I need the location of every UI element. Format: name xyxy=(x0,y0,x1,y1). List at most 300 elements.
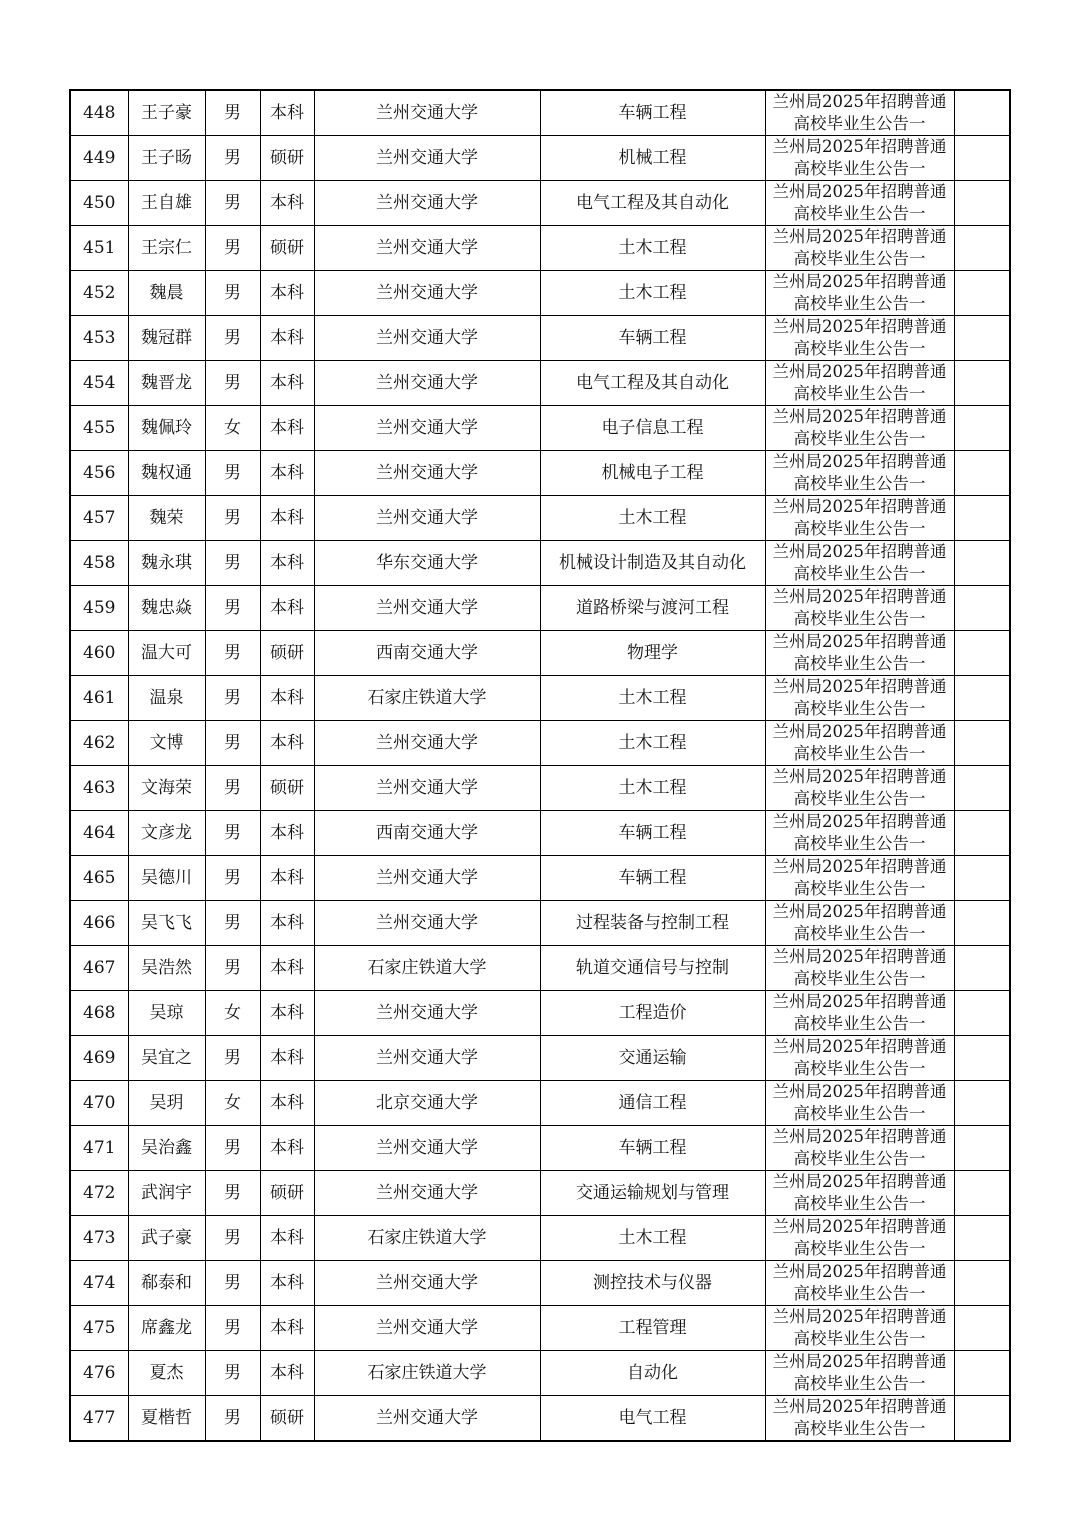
note-line-2: 高校毕业生公告一 xyxy=(793,204,926,223)
cell-name: 席鑫龙 xyxy=(128,1306,205,1351)
cell-degree: 硕研 xyxy=(260,1171,314,1216)
cell-note xyxy=(765,1306,954,1351)
cell-name: 吴琼 xyxy=(128,991,205,1036)
cell-gender: 男 xyxy=(205,631,260,676)
cell-school: 兰州交通大学 xyxy=(314,136,540,181)
cell-degree: 本科 xyxy=(260,1036,314,1081)
cell-school: 兰州交通大学 xyxy=(314,451,540,496)
cell-note xyxy=(765,1261,954,1306)
cell-extra xyxy=(954,90,1010,136)
cell-serial-number: 467 xyxy=(70,946,128,991)
cell-serial-number: 449 xyxy=(70,136,128,181)
note-line-2: 高校毕业生公告一 xyxy=(793,654,926,673)
cell-serial-number: 448 xyxy=(70,90,128,136)
note-line-1: 兰州局2025年招聘普通 xyxy=(772,857,947,876)
note-line-1: 兰州局2025年招聘普通 xyxy=(772,92,947,111)
table-row xyxy=(70,631,1010,676)
note-line-1: 兰州局2025年招聘普通 xyxy=(772,722,947,741)
cell-name: 温泉 xyxy=(128,676,205,721)
cell-gender: 男 xyxy=(205,541,260,586)
cell-note xyxy=(765,496,954,541)
table-row xyxy=(70,181,1010,226)
cell-name: 温大可 xyxy=(128,631,205,676)
cell-serial-number: 451 xyxy=(70,226,128,271)
note-line-1: 兰州局2025年招聘普通 xyxy=(772,677,947,696)
cell-extra xyxy=(954,1396,1010,1442)
cell-major: 土木工程 xyxy=(540,676,765,721)
table-row xyxy=(70,361,1010,406)
cell-gender: 男 xyxy=(205,226,260,271)
cell-school: 兰州交通大学 xyxy=(314,901,540,946)
cell-extra xyxy=(954,586,1010,631)
cell-school: 兰州交通大学 xyxy=(314,226,540,271)
cell-serial-number: 477 xyxy=(70,1396,128,1442)
cell-extra xyxy=(954,1351,1010,1396)
cell-serial-number: 463 xyxy=(70,766,128,811)
cell-name: 吴玥 xyxy=(128,1081,205,1126)
cell-note xyxy=(765,181,954,226)
note-line-1: 兰州局2025年招聘普通 xyxy=(772,1397,947,1416)
cell-gender: 男 xyxy=(205,316,260,361)
table-row xyxy=(70,1081,1010,1126)
cell-note xyxy=(765,676,954,721)
cell-school: 兰州交通大学 xyxy=(314,271,540,316)
cell-gender: 男 xyxy=(205,1306,260,1351)
note-line-2: 高校毕业生公告一 xyxy=(793,789,926,808)
cell-gender: 男 xyxy=(205,181,260,226)
cell-extra xyxy=(954,1171,1010,1216)
cell-gender: 男 xyxy=(205,1171,260,1216)
note-line-1: 兰州局2025年招聘普通 xyxy=(772,812,947,831)
cell-gender: 男 xyxy=(205,901,260,946)
cell-major: 土木工程 xyxy=(540,271,765,316)
cell-note xyxy=(765,1081,954,1126)
note-line-2: 高校毕业生公告一 xyxy=(793,1374,926,1393)
note-line-2: 高校毕业生公告一 xyxy=(793,969,926,988)
table-row xyxy=(70,90,1010,136)
cell-degree: 本科 xyxy=(260,271,314,316)
cell-degree: 本科 xyxy=(260,1306,314,1351)
cell-note xyxy=(765,1171,954,1216)
cell-major: 交通运输规划与管理 xyxy=(540,1171,765,1216)
cell-school: 兰州交通大学 xyxy=(314,721,540,766)
cell-name: 王子旸 xyxy=(128,136,205,181)
note-line-1: 兰州局2025年招聘普通 xyxy=(772,1307,947,1326)
cell-gender: 女 xyxy=(205,406,260,451)
note-line-2: 高校毕业生公告一 xyxy=(793,294,926,313)
cell-note xyxy=(765,271,954,316)
table-row xyxy=(70,721,1010,766)
cell-degree: 本科 xyxy=(260,946,314,991)
table-row xyxy=(70,1351,1010,1396)
table-row xyxy=(70,676,1010,721)
cell-school: 石家庄铁道大学 xyxy=(314,946,540,991)
note-line-1: 兰州局2025年招聘普通 xyxy=(772,587,947,606)
cell-extra xyxy=(954,496,1010,541)
cell-gender: 男 xyxy=(205,136,260,181)
note-line-1: 兰州局2025年招聘普通 xyxy=(772,902,947,921)
cell-school: 兰州交通大学 xyxy=(314,1261,540,1306)
note-line-1: 兰州局2025年招聘普通 xyxy=(772,452,947,471)
cell-gender: 男 xyxy=(205,90,260,136)
note-line-1: 兰州局2025年招聘普通 xyxy=(772,542,947,561)
table-row xyxy=(70,496,1010,541)
note-line-2: 高校毕业生公告一 xyxy=(793,1059,926,1078)
roster-table xyxy=(69,89,1011,1442)
cell-serial-number: 453 xyxy=(70,316,128,361)
cell-major: 土木工程 xyxy=(540,1216,765,1261)
note-line-1: 兰州局2025年招聘普通 xyxy=(772,1352,947,1371)
cell-note xyxy=(765,1216,954,1261)
cell-extra xyxy=(954,271,1010,316)
note-line-2: 高校毕业生公告一 xyxy=(793,1149,926,1168)
cell-name: 夏杰 xyxy=(128,1351,205,1396)
cell-note xyxy=(765,811,954,856)
cell-degree: 本科 xyxy=(260,811,314,856)
note-line-1: 兰州局2025年招聘普通 xyxy=(772,1262,947,1281)
table-row xyxy=(70,946,1010,991)
cell-note xyxy=(765,90,954,136)
note-line-2: 高校毕业生公告一 xyxy=(793,744,926,763)
cell-gender: 男 xyxy=(205,451,260,496)
cell-degree: 本科 xyxy=(260,1351,314,1396)
cell-note xyxy=(765,1126,954,1171)
table-row xyxy=(70,406,1010,451)
cell-gender: 女 xyxy=(205,991,260,1036)
cell-gender: 男 xyxy=(205,676,260,721)
cell-school: 兰州交通大学 xyxy=(314,1126,540,1171)
note-line-2: 高校毕业生公告一 xyxy=(793,609,926,628)
cell-major: 土木工程 xyxy=(540,721,765,766)
cell-name: 郗泰和 xyxy=(128,1261,205,1306)
cell-extra xyxy=(954,631,1010,676)
cell-serial-number: 456 xyxy=(70,451,128,496)
cell-school: 兰州交通大学 xyxy=(314,1036,540,1081)
note-line-1: 兰州局2025年招聘普通 xyxy=(772,767,947,786)
cell-note xyxy=(765,856,954,901)
cell-serial-number: 459 xyxy=(70,586,128,631)
cell-major: 测控技术与仪器 xyxy=(540,1261,765,1306)
cell-degree: 本科 xyxy=(260,181,314,226)
cell-name: 魏晨 xyxy=(128,271,205,316)
cell-serial-number: 455 xyxy=(70,406,128,451)
note-line-1: 兰州局2025年招聘普通 xyxy=(772,1217,947,1236)
table-row xyxy=(70,1036,1010,1081)
cell-degree: 本科 xyxy=(260,1126,314,1171)
cell-extra xyxy=(954,946,1010,991)
cell-serial-number: 472 xyxy=(70,1171,128,1216)
cell-school: 兰州交通大学 xyxy=(314,406,540,451)
cell-extra xyxy=(954,1081,1010,1126)
cell-degree: 硕研 xyxy=(260,766,314,811)
cell-degree: 本科 xyxy=(260,90,314,136)
cell-extra xyxy=(954,901,1010,946)
cell-major: 轨道交通信号与控制 xyxy=(540,946,765,991)
cell-extra xyxy=(954,856,1010,901)
cell-note xyxy=(765,316,954,361)
note-line-2: 高校毕业生公告一 xyxy=(793,429,926,448)
cell-name: 武润宇 xyxy=(128,1171,205,1216)
cell-school: 兰州交通大学 xyxy=(314,856,540,901)
note-line-2: 高校毕业生公告一 xyxy=(793,384,926,403)
cell-major: 车辆工程 xyxy=(540,90,765,136)
cell-gender: 男 xyxy=(205,1036,260,1081)
cell-school: 兰州交通大学 xyxy=(314,496,540,541)
table-row xyxy=(70,271,1010,316)
table-row xyxy=(70,541,1010,586)
cell-school: 兰州交通大学 xyxy=(314,181,540,226)
cell-gender: 男 xyxy=(205,856,260,901)
cell-school: 兰州交通大学 xyxy=(314,361,540,406)
note-line-2: 高校毕业生公告一 xyxy=(793,699,926,718)
cell-major: 交通运输 xyxy=(540,1036,765,1081)
cell-degree: 硕研 xyxy=(260,136,314,181)
cell-extra xyxy=(954,1261,1010,1306)
cell-gender: 男 xyxy=(205,811,260,856)
cell-degree: 硕研 xyxy=(260,1396,314,1442)
cell-note xyxy=(765,361,954,406)
cell-gender: 男 xyxy=(205,1261,260,1306)
cell-major: 车辆工程 xyxy=(540,856,765,901)
cell-degree: 本科 xyxy=(260,496,314,541)
cell-serial-number: 457 xyxy=(70,496,128,541)
table-row xyxy=(70,766,1010,811)
cell-degree: 本科 xyxy=(260,1216,314,1261)
cell-note xyxy=(765,586,954,631)
note-line-1: 兰州局2025年招聘普通 xyxy=(772,992,947,1011)
cell-major: 土木工程 xyxy=(540,496,765,541)
cell-note xyxy=(765,406,954,451)
table-row xyxy=(70,991,1010,1036)
table-row xyxy=(70,1216,1010,1261)
cell-major: 工程造价 xyxy=(540,991,765,1036)
table-row xyxy=(70,136,1010,181)
cell-degree: 本科 xyxy=(260,361,314,406)
cell-school: 西南交通大学 xyxy=(314,631,540,676)
note-line-1: 兰州局2025年招聘普通 xyxy=(772,947,947,966)
note-line-2: 高校毕业生公告一 xyxy=(793,1194,926,1213)
cell-name: 王自雄 xyxy=(128,181,205,226)
cell-major: 电气工程 xyxy=(540,1396,765,1442)
cell-name: 吴德川 xyxy=(128,856,205,901)
cell-extra xyxy=(954,136,1010,181)
note-line-2: 高校毕业生公告一 xyxy=(793,114,926,133)
cell-extra xyxy=(954,226,1010,271)
cell-extra xyxy=(954,721,1010,766)
cell-name: 魏忠焱 xyxy=(128,586,205,631)
cell-extra xyxy=(954,1216,1010,1261)
cell-major: 物理学 xyxy=(540,631,765,676)
cell-degree: 本科 xyxy=(260,676,314,721)
table-row xyxy=(70,811,1010,856)
table-row xyxy=(70,901,1010,946)
note-line-2: 高校毕业生公告一 xyxy=(793,834,926,853)
note-line-2: 高校毕业生公告一 xyxy=(793,1284,926,1303)
cell-serial-number: 462 xyxy=(70,721,128,766)
cell-gender: 男 xyxy=(205,586,260,631)
table-row xyxy=(70,1396,1010,1442)
note-line-2: 高校毕业生公告一 xyxy=(793,564,926,583)
cell-gender: 男 xyxy=(205,361,260,406)
cell-serial-number: 471 xyxy=(70,1126,128,1171)
cell-major: 工程管理 xyxy=(540,1306,765,1351)
cell-school: 兰州交通大学 xyxy=(314,991,540,1036)
cell-major: 车辆工程 xyxy=(540,811,765,856)
note-line-2: 高校毕业生公告一 xyxy=(793,519,926,538)
cell-extra xyxy=(954,811,1010,856)
cell-serial-number: 475 xyxy=(70,1306,128,1351)
cell-degree: 本科 xyxy=(260,991,314,1036)
cell-name: 吴治鑫 xyxy=(128,1126,205,1171)
cell-name: 魏荣 xyxy=(128,496,205,541)
cell-major: 土木工程 xyxy=(540,766,765,811)
cell-note xyxy=(765,1396,954,1442)
note-line-2: 高校毕业生公告一 xyxy=(793,1104,926,1123)
table-row xyxy=(70,1261,1010,1306)
cell-degree: 本科 xyxy=(260,586,314,631)
cell-extra xyxy=(954,766,1010,811)
cell-degree: 硕研 xyxy=(260,631,314,676)
cell-note xyxy=(765,631,954,676)
note-line-2: 高校毕业生公告一 xyxy=(793,1239,926,1258)
cell-name: 魏冠群 xyxy=(128,316,205,361)
cell-school: 兰州交通大学 xyxy=(314,766,540,811)
cell-name: 文海荣 xyxy=(128,766,205,811)
note-line-1: 兰州局2025年招聘普通 xyxy=(772,317,947,336)
cell-serial-number: 465 xyxy=(70,856,128,901)
note-line-2: 高校毕业生公告一 xyxy=(793,1329,926,1348)
cell-gender: 男 xyxy=(205,1126,260,1171)
cell-degree: 本科 xyxy=(260,1081,314,1126)
cell-school: 兰州交通大学 xyxy=(314,316,540,361)
cell-degree: 本科 xyxy=(260,1261,314,1306)
cell-degree: 本科 xyxy=(260,316,314,361)
cell-name: 王子豪 xyxy=(128,90,205,136)
cell-school: 兰州交通大学 xyxy=(314,586,540,631)
note-line-1: 兰州局2025年招聘普通 xyxy=(772,1127,947,1146)
cell-name: 魏佩玲 xyxy=(128,406,205,451)
table-row xyxy=(70,1306,1010,1351)
cell-extra xyxy=(954,1306,1010,1351)
cell-note xyxy=(765,991,954,1036)
cell-gender: 男 xyxy=(205,721,260,766)
cell-name: 魏权通 xyxy=(128,451,205,496)
cell-note xyxy=(765,541,954,586)
cell-major: 过程装备与控制工程 xyxy=(540,901,765,946)
roster-body xyxy=(70,90,1010,1441)
cell-extra xyxy=(954,451,1010,496)
cell-school: 兰州交通大学 xyxy=(314,90,540,136)
cell-degree: 本科 xyxy=(260,406,314,451)
note-line-2: 高校毕业生公告一 xyxy=(793,249,926,268)
cell-major: 车辆工程 xyxy=(540,1126,765,1171)
cell-major: 通信工程 xyxy=(540,1081,765,1126)
cell-name: 魏永琪 xyxy=(128,541,205,586)
cell-serial-number: 450 xyxy=(70,181,128,226)
cell-name: 文博 xyxy=(128,721,205,766)
cell-degree: 本科 xyxy=(260,901,314,946)
note-line-1: 兰州局2025年招聘普通 xyxy=(772,362,947,381)
note-line-1: 兰州局2025年招聘普通 xyxy=(772,497,947,516)
cell-school: 北京交通大学 xyxy=(314,1081,540,1126)
cell-gender: 女 xyxy=(205,1081,260,1126)
cell-note xyxy=(765,901,954,946)
cell-degree: 本科 xyxy=(260,451,314,496)
table-row xyxy=(70,856,1010,901)
cell-major: 电子信息工程 xyxy=(540,406,765,451)
cell-serial-number: 454 xyxy=(70,361,128,406)
table-row xyxy=(70,226,1010,271)
cell-major: 电气工程及其自动化 xyxy=(540,181,765,226)
cell-note xyxy=(765,946,954,991)
cell-degree: 本科 xyxy=(260,856,314,901)
cell-note xyxy=(765,136,954,181)
cell-school: 石家庄铁道大学 xyxy=(314,1216,540,1261)
cell-gender: 男 xyxy=(205,1396,260,1442)
note-line-2: 高校毕业生公告一 xyxy=(793,879,926,898)
cell-name: 吴飞飞 xyxy=(128,901,205,946)
cell-gender: 男 xyxy=(205,271,260,316)
table-row xyxy=(70,586,1010,631)
note-line-1: 兰州局2025年招聘普通 xyxy=(772,182,947,201)
cell-school: 石家庄铁道大学 xyxy=(314,676,540,721)
cell-gender: 男 xyxy=(205,766,260,811)
cell-extra xyxy=(954,406,1010,451)
cell-name: 王宗仁 xyxy=(128,226,205,271)
cell-name: 吴宜之 xyxy=(128,1036,205,1081)
note-line-2: 高校毕业生公告一 xyxy=(793,339,926,358)
cell-major: 机械电子工程 xyxy=(540,451,765,496)
cell-serial-number: 461 xyxy=(70,676,128,721)
cell-gender: 男 xyxy=(205,946,260,991)
note-line-2: 高校毕业生公告一 xyxy=(793,1419,926,1438)
cell-school: 兰州交通大学 xyxy=(314,1171,540,1216)
cell-extra xyxy=(954,1036,1010,1081)
cell-name: 文彦龙 xyxy=(128,811,205,856)
cell-name: 夏楷哲 xyxy=(128,1396,205,1442)
cell-degree: 硕研 xyxy=(260,226,314,271)
cell-note xyxy=(765,1351,954,1396)
note-line-1: 兰州局2025年招聘普通 xyxy=(772,1037,947,1056)
cell-school: 石家庄铁道大学 xyxy=(314,1351,540,1396)
note-line-2: 高校毕业生公告一 xyxy=(793,474,926,493)
note-line-1: 兰州局2025年招聘普通 xyxy=(772,1172,947,1191)
cell-name: 魏晋龙 xyxy=(128,361,205,406)
cell-serial-number: 458 xyxy=(70,541,128,586)
cell-gender: 男 xyxy=(205,496,260,541)
cell-note xyxy=(765,451,954,496)
cell-school: 兰州交通大学 xyxy=(314,1306,540,1351)
cell-major: 车辆工程 xyxy=(540,316,765,361)
cell-major: 自动化 xyxy=(540,1351,765,1396)
cell-major: 机械工程 xyxy=(540,136,765,181)
cell-extra xyxy=(954,676,1010,721)
cell-degree: 本科 xyxy=(260,541,314,586)
cell-note xyxy=(765,721,954,766)
cell-extra xyxy=(954,316,1010,361)
cell-name: 吴浩然 xyxy=(128,946,205,991)
cell-school: 西南交通大学 xyxy=(314,811,540,856)
note-line-2: 高校毕业生公告一 xyxy=(793,924,926,943)
cell-extra xyxy=(954,991,1010,1036)
note-line-1: 兰州局2025年招聘普通 xyxy=(772,1082,947,1101)
cell-serial-number: 470 xyxy=(70,1081,128,1126)
cell-serial-number: 460 xyxy=(70,631,128,676)
cell-major: 机械设计制造及其自动化 xyxy=(540,541,765,586)
cell-major: 电气工程及其自动化 xyxy=(540,361,765,406)
note-line-1: 兰州局2025年招聘普通 xyxy=(772,227,947,246)
note-line-1: 兰州局2025年招聘普通 xyxy=(772,407,947,426)
